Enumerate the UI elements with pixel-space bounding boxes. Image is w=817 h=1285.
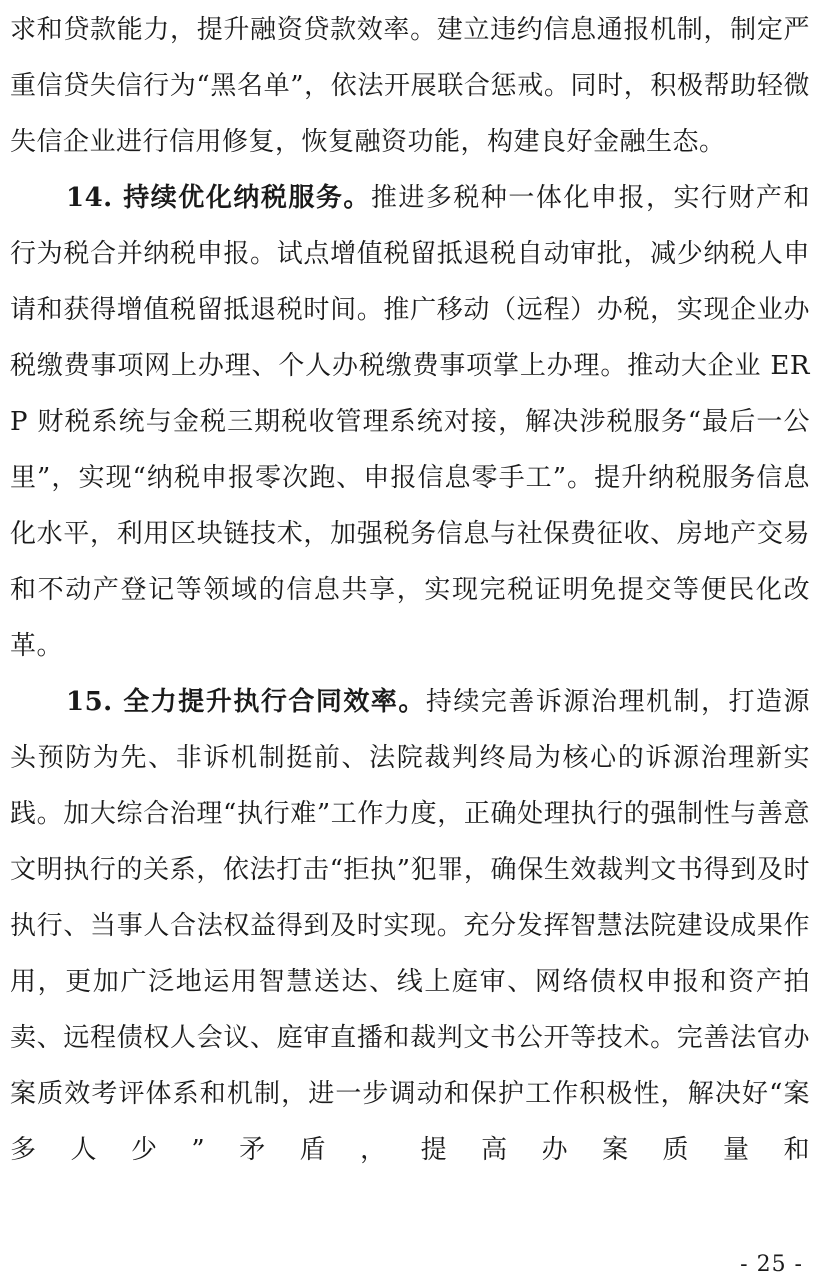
paragraph-text: 持续完善诉源治理机制，打造源头预防为先、非诉机制挺前、法院裁判终局为核心的诉源治理新实践。加大综合治理“执行难”工作力度，正确处理执行的强制性与善意文明执行的关系，依法打击“拒执”犯罪，确保生效裁判文书得到及时执行、当事人合法权益得到及时实现。充分发挥智慧法院建设成果作用，更加广泛地运用智慧送达、线上庭审、网络债权申报和资产拍卖、远程债权人会议、庭审直播和裁判文书公开等技术。完善法官办案质效考评体系和机制，进一步调动和保护工作积极性，解决好“案多人少”矛盾，提高办案质量和 xyxy=(10,687,810,1165)
paragraph-text: 推进多税种一体化申报，实行财产和行为税合并纳税申报。试点增值税留抵退税自动审批，减少纳税人申请和获得增值税留抵退税时间。推广移动（远程）办税，实现企业办税缴费事项网上办理、个人办税缴费事项掌上办理。推动大企业 ERP 财税系统与金税三期税收管理系统对接，解决涉税服务“最后一公里”，实现“纳税申报零次跑、申报信息零手工”。提升纳税服务信息化水平，利用区块链技术，加强税务信息与社保费征收、房地产交易和不动产登记等领域的信息共享，实现完税证明免提交等便民化改革。 xyxy=(10,183,810,661)
paragraph-contract-enforcement xyxy=(10,674,810,1178)
page-number: - 25 - xyxy=(740,1252,803,1277)
document-page xyxy=(10,2,810,1178)
section-heading-15: 15. 全力提升执行合同效率。 xyxy=(66,687,426,717)
section-heading-14: 14. 持续优化纳税服务。 xyxy=(66,183,371,213)
paragraph-text: 求和贷款能力，提升融资贷款效率。建立违约信息通报机制，制定严重信贷失信行为“黑名单”，依法开展联合惩戒。同时，积极帮助轻微失信企业进行信用修复，恢复融资功能，构建良好金融生态。 xyxy=(10,15,810,157)
paragraph-tax-service xyxy=(10,170,810,674)
paragraph-continuation xyxy=(10,2,810,170)
